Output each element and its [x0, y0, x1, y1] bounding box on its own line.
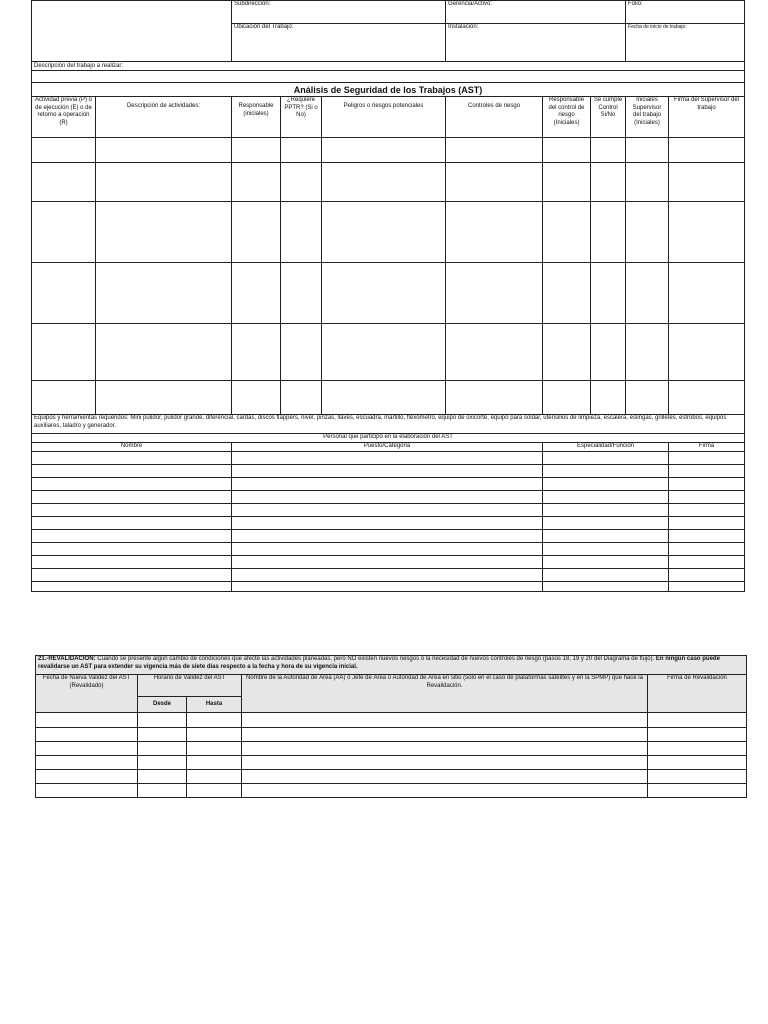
table-row: [32, 465, 745, 478]
table-row: [36, 756, 747, 770]
table-row: [32, 263, 745, 324]
col-pptr: ¿Requiere PPTR? (Si o No): [281, 97, 322, 138]
table-cell[interactable]: [32, 582, 232, 592]
table-cell[interactable]: [32, 324, 96, 381]
table-cell[interactable]: [32, 517, 232, 530]
table-cell[interactable]: [187, 756, 242, 770]
col-peligros: Peligros o riesgos potenciales: [322, 97, 446, 138]
table-cell[interactable]: [36, 728, 138, 742]
table-cell[interactable]: [187, 784, 242, 798]
table-row: [32, 138, 745, 163]
table-cell[interactable]: [669, 517, 745, 530]
table-cell[interactable]: [232, 202, 281, 263]
table-cell[interactable]: [36, 742, 138, 756]
table-cell[interactable]: [96, 324, 232, 381]
header-blank-cell: [32, 1, 232, 62]
table-cell[interactable]: [232, 324, 281, 381]
table-cell[interactable]: [591, 263, 626, 324]
table-cell[interactable]: [242, 770, 648, 784]
table-cell[interactable]: [138, 728, 187, 742]
table-cell[interactable]: [446, 381, 543, 415]
col-fecha-validez: Fecha de Nueva Validez del AST (Revalidado): [36, 675, 138, 713]
table-cell[interactable]: [322, 202, 446, 263]
ast-form: [31, 0, 745, 592]
gerencia-label: Gerencia/Activo:: [446, 1, 626, 24]
table-row: [36, 770, 747, 784]
table-cell[interactable]: [242, 742, 648, 756]
col-firma-supervisor: Firma del Supervisor del trabajo: [669, 97, 745, 138]
table-cell[interactable]: [543, 556, 669, 569]
table-row: [32, 202, 745, 263]
table-cell[interactable]: [232, 582, 543, 592]
table-cell[interactable]: [32, 530, 232, 543]
table-cell[interactable]: [669, 263, 745, 324]
table-cell[interactable]: [138, 770, 187, 784]
table-cell[interactable]: [543, 465, 669, 478]
col-firma: Firma: [669, 443, 745, 452]
col-especialidad: Especialidad/Función: [543, 443, 669, 452]
table-cell[interactable]: [96, 263, 232, 324]
fecha-inicio-label: Fecha de inicio de trabajo:: [626, 24, 745, 62]
table-cell[interactable]: [543, 569, 669, 582]
table-row: [36, 728, 747, 742]
table-cell[interactable]: [232, 543, 543, 556]
table-cell[interactable]: [669, 324, 745, 381]
table-row: [32, 491, 745, 504]
table-cell[interactable]: [32, 543, 232, 556]
table-cell[interactable]: [32, 452, 232, 465]
table-cell[interactable]: [32, 138, 96, 163]
table-cell[interactable]: [232, 517, 543, 530]
col-descripcion: Descripción de actividades:: [96, 97, 232, 138]
table-cell[interactable]: [242, 728, 648, 742]
revalidacion-text: Cuando se presente algún cambio de condiciones que afecte las actividades planeadas, pero NO existen nuevos riesgos o la necesidad de nuevos controles de riesgo (pasos 18, 19 y 20 del Diagrama de flujo).: [95, 656, 656, 662]
col-nombre: Nombre: [32, 443, 232, 452]
table-row: [32, 381, 745, 415]
table-cell[interactable]: [446, 263, 543, 324]
table-cell[interactable]: [626, 202, 669, 263]
table-cell[interactable]: [626, 163, 669, 202]
table-cell[interactable]: [626, 138, 669, 163]
col-puesto: Puesto/Categoria: [232, 443, 543, 452]
table-cell[interactable]: [543, 381, 591, 415]
table-cell[interactable]: [446, 138, 543, 163]
table-cell[interactable]: [32, 504, 232, 517]
table-cell[interactable]: [96, 138, 232, 163]
table-cell[interactable]: [669, 138, 745, 163]
table-cell[interactable]: [626, 324, 669, 381]
table-cell[interactable]: [187, 713, 242, 728]
table-cell[interactable]: [138, 756, 187, 770]
table-cell[interactable]: [32, 478, 232, 491]
ubicacion-label: Ubicación del Trabajo:: [232, 24, 446, 62]
table-cell[interactable]: [232, 381, 281, 415]
table-cell[interactable]: [32, 202, 96, 263]
col-horario-validez: Horario de Validez del AST: [138, 675, 242, 697]
table-cell[interactable]: [669, 582, 745, 592]
table-cell[interactable]: [543, 504, 669, 517]
table-cell[interactable]: [669, 569, 745, 582]
table-cell[interactable]: [543, 138, 591, 163]
table-cell[interactable]: [36, 784, 138, 798]
table-cell[interactable]: [322, 163, 446, 202]
revalidacion-header: [36, 656, 747, 675]
table-cell[interactable]: [669, 491, 745, 504]
descripcion-trabajo-label: Descripción del trabajo a realizar:: [32, 62, 745, 71]
table-cell[interactable]: [232, 163, 281, 202]
table-cell[interactable]: [543, 263, 591, 324]
table-cell[interactable]: [281, 163, 322, 202]
table-cell[interactable]: [543, 202, 591, 263]
table-cell[interactable]: [648, 756, 747, 770]
revalidacion-heading: 21.-REVALIDACIÓN:: [38, 656, 96, 662]
subdireccion-label: Subdirección:: [232, 1, 446, 24]
table-cell[interactable]: [242, 756, 648, 770]
table-cell[interactable]: [232, 452, 543, 465]
table-cell[interactable]: [543, 543, 669, 556]
col-desde: Desde: [138, 697, 187, 713]
table-cell[interactable]: [187, 770, 242, 784]
spacer-row: [32, 71, 745, 83]
table-cell[interactable]: [32, 465, 232, 478]
table-cell[interactable]: [669, 556, 745, 569]
personal-title: Personal que participó en la elaboración del AST: [32, 434, 745, 443]
table-cell[interactable]: [669, 504, 745, 517]
table-cell[interactable]: [96, 163, 232, 202]
table-cell[interactable]: [187, 728, 242, 742]
table-cell[interactable]: [232, 263, 281, 324]
instalacion-label: Instalación:: [446, 24, 626, 62]
table-row: [32, 452, 745, 465]
table-row: [32, 582, 745, 592]
col-firma-revalidacion: Firma de Revalidación: [648, 675, 747, 713]
col-controles: Controles de riesgo: [446, 97, 543, 138]
table-cell[interactable]: [242, 784, 648, 798]
table-cell[interactable]: [591, 324, 626, 381]
table-cell[interactable]: [669, 163, 745, 202]
table-cell[interactable]: [591, 381, 626, 415]
table-cell[interactable]: [543, 163, 591, 202]
table-cell[interactable]: [281, 381, 322, 415]
table-cell[interactable]: [232, 504, 543, 517]
table-cell[interactable]: [96, 202, 232, 263]
table-cell[interactable]: [669, 202, 745, 263]
table-cell[interactable]: [591, 202, 626, 263]
table-cell[interactable]: [32, 163, 96, 202]
table-cell[interactable]: [446, 202, 543, 263]
table-cell[interactable]: [322, 263, 446, 324]
col-se-cumple: Se cumple Control Si/No: [591, 97, 626, 138]
table-cell[interactable]: [32, 263, 96, 324]
equipos-herramientas: Equipos y herramientas requeridos: Mini pulidor, pulidor grande, diferencial, cardas, discos flappers, nivel, pinzas, llaves, escuadra, martillo, flexómetro, equipo de oxicorte, equipo para soldar, utensilios de limpieza, escalera, eslingas, grilletes, estrobos, equipos auxiliares, taladro y generador.: [32, 415, 745, 434]
table-cell[interactable]: [669, 530, 745, 543]
table-cell[interactable]: [232, 569, 543, 582]
table-cell[interactable]: [648, 728, 747, 742]
table-row: [32, 569, 745, 582]
table-cell[interactable]: [648, 784, 747, 798]
table-cell[interactable]: [281, 138, 322, 163]
col-responsable: Responsable (iniciales): [232, 97, 281, 138]
table-row: [32, 517, 745, 530]
table-cell[interactable]: [669, 465, 745, 478]
table-row: [32, 543, 745, 556]
table-row: [32, 163, 745, 202]
table-row: [36, 713, 747, 728]
table-cell[interactable]: [543, 478, 669, 491]
table-row: [32, 530, 745, 543]
table-cell[interactable]: [591, 138, 626, 163]
table-cell[interactable]: [36, 770, 138, 784]
table-cell[interactable]: [232, 138, 281, 163]
table-cell[interactable]: [232, 491, 543, 504]
table-cell[interactable]: [32, 381, 96, 415]
table-cell[interactable]: [232, 478, 543, 491]
table-cell[interactable]: [669, 543, 745, 556]
table-cell[interactable]: [232, 556, 543, 569]
table-cell[interactable]: [648, 770, 747, 784]
table-cell[interactable]: [543, 491, 669, 504]
table-row: [32, 478, 745, 491]
ast-title: Análisis de Seguridad de los Trabajos (AST): [32, 83, 745, 97]
table-cell[interactable]: [232, 465, 543, 478]
table-row: [36, 742, 747, 756]
table-cell[interactable]: [32, 556, 232, 569]
table-cell[interactable]: [138, 713, 187, 728]
table-row: [32, 556, 745, 569]
col-nombre-autoridad: Nombre de la Autoridad de Área (AA) o Jefe de Área o Autoridad de Área en sitio (solo en el caso de plataformas satélites y en la SPMP) que hace la Revalidación.: [242, 675, 648, 713]
table-cell[interactable]: [138, 784, 187, 798]
table-cell[interactable]: [648, 742, 747, 756]
table-cell[interactable]: [446, 324, 543, 381]
table-cell[interactable]: [96, 381, 232, 415]
revalidacion-bold-text: En ningún caso puede revalidarse un AST para extender su vigencia más de siete días respecto a la fecha y hora de su vigencia inicial.: [38, 656, 720, 670]
table-row: [32, 324, 745, 381]
table-cell[interactable]: [626, 263, 669, 324]
table-cell[interactable]: [322, 138, 446, 163]
table-row: [36, 784, 747, 798]
table-cell[interactable]: [669, 381, 745, 415]
table-cell[interactable]: [138, 742, 187, 756]
table-cell[interactable]: [669, 452, 745, 465]
table-cell[interactable]: [187, 742, 242, 756]
col-hasta: Hasta: [187, 697, 242, 713]
table-cell[interactable]: [543, 582, 669, 592]
table-cell[interactable]: [232, 530, 543, 543]
table-cell[interactable]: [669, 478, 745, 491]
table-cell[interactable]: [626, 381, 669, 415]
table-cell[interactable]: [322, 324, 446, 381]
col-iniciales-supervisor: Iniciales Supervisor del trabajo (Iniciales): [626, 97, 669, 138]
table-cell[interactable]: [591, 163, 626, 202]
table-cell[interactable]: [281, 263, 322, 324]
table-cell[interactable]: [32, 569, 232, 582]
table-cell[interactable]: [281, 202, 322, 263]
table-cell[interactable]: [543, 530, 669, 543]
revalidacion-form: [35, 655, 747, 798]
table-cell[interactable]: [242, 713, 648, 728]
col-responsable-control: Responsable del control de riesgo (Iniciales): [543, 97, 591, 138]
table-row: [32, 504, 745, 517]
table-cell[interactable]: [648, 713, 747, 728]
folio-label: Folio:: [626, 1, 745, 24]
table-cell[interactable]: [543, 452, 669, 465]
table-cell[interactable]: [36, 756, 138, 770]
col-actividad: Actividad previa (P) o de ejecución (E) o de retorno a operación (R): [32, 97, 96, 138]
table-cell[interactable]: [36, 713, 138, 728]
table-cell[interactable]: [322, 381, 446, 415]
table-cell[interactable]: [281, 324, 322, 381]
table-cell[interactable]: [543, 324, 591, 381]
table-cell[interactable]: [543, 517, 669, 530]
table-cell[interactable]: [446, 163, 543, 202]
table-cell[interactable]: [32, 491, 232, 504]
